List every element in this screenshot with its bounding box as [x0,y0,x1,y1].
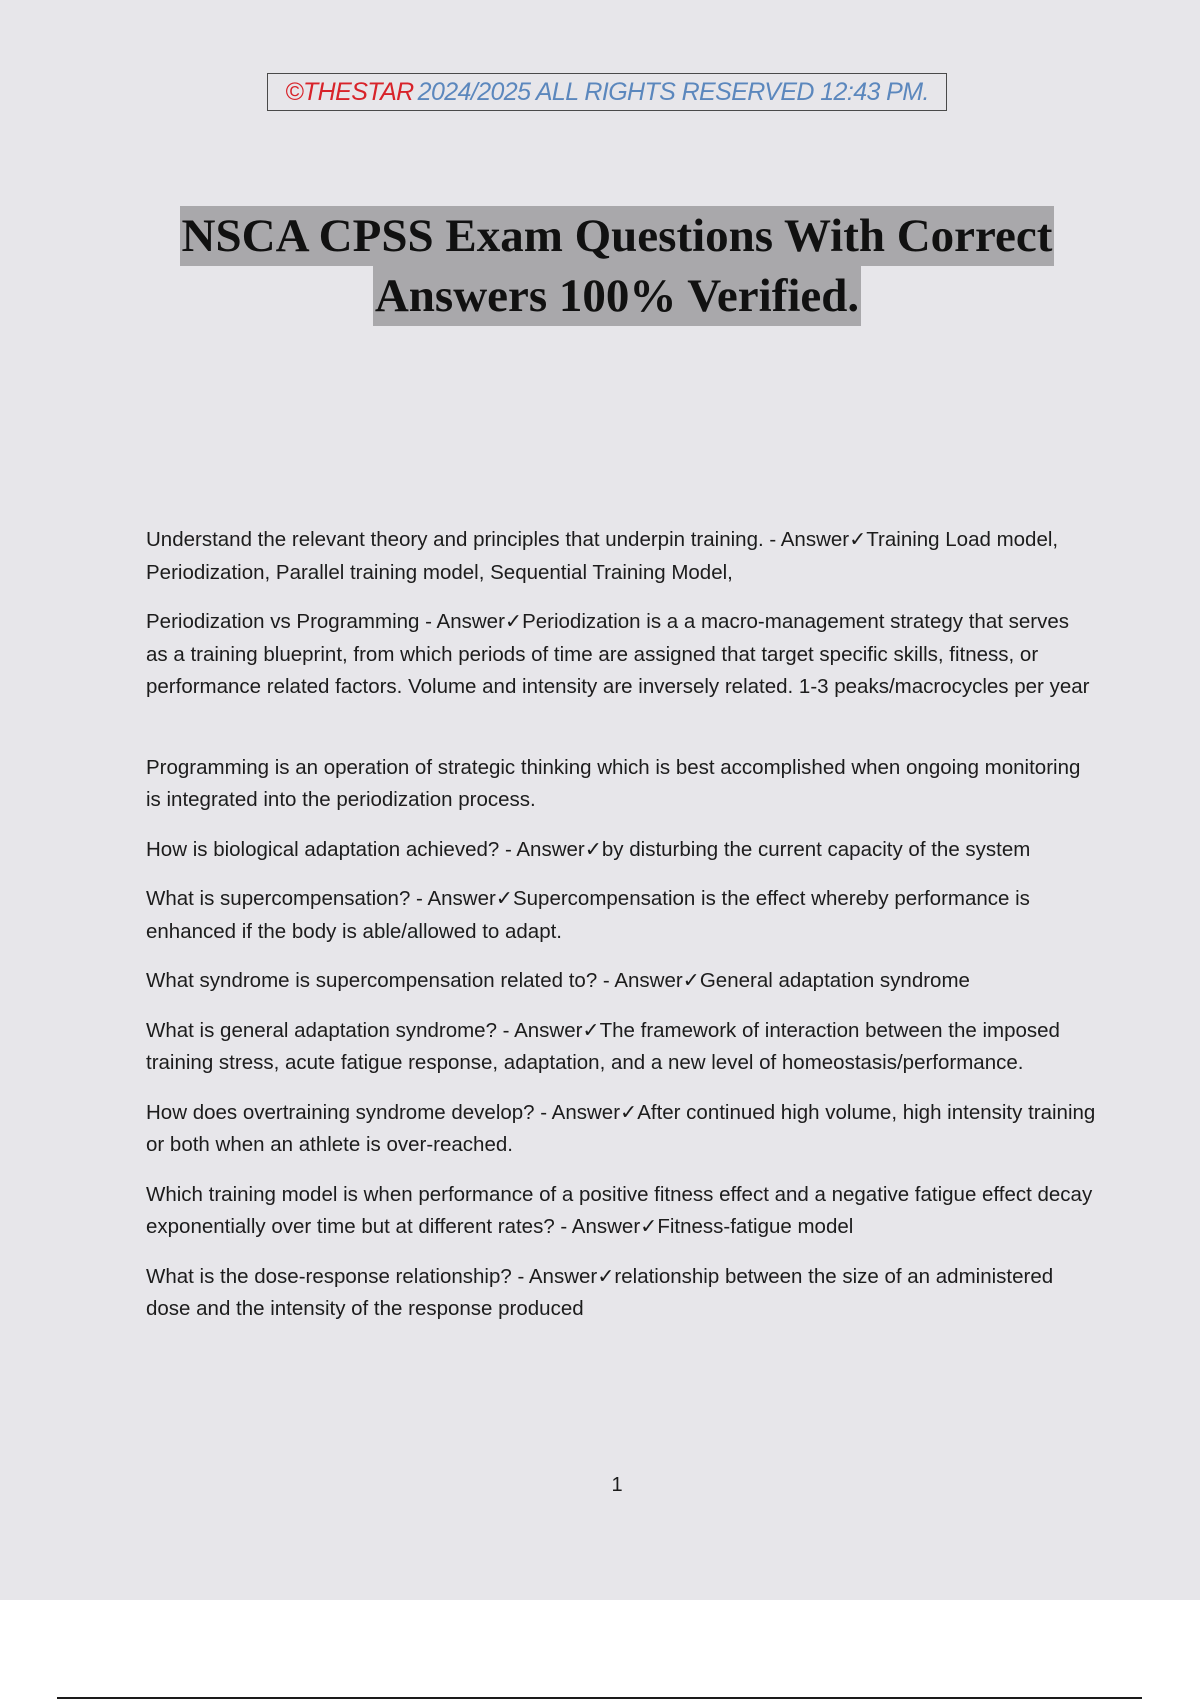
qa-paragraph: How is biological adaptation achieved? - Answer✓by disturbing the current capacity of the system [146,837,1031,861]
page-number: 1 [611,1474,623,1496]
title-line-1: NSCA CPSS Exam Questions With Correct [180,206,1055,266]
qa-paragraph: What is the dose-response relationship? - Answer✓relationship between the size of an administered dose and the intensity of the response produced [146,1264,1054,1320]
title-line-2: Answers 100% Verified. [373,266,861,326]
qa-paragraph: What syndrome is supercompensation related to? - Answer✓General adaptation syndrome [146,969,970,992]
page-title [0,206,1200,326]
qa-paragraph: Which training model is when performance of a positive fitness effect and a negative fatigue effect decay exponentially over time but at different rates? - Answer✓Fitness-fatigue model [146,1182,1093,1238]
qa-content [146,524,1096,1343]
banner-brand: ©THESTAR [285,77,414,106]
copyright-banner [267,73,947,111]
qa-paragraph: Programming is an operation of strategic thinking which is best accomplished when ongoing monitoring is integrated into the periodization process. [146,755,1081,811]
banner-text: 2024/2025 ALL RIGHTS RESERVED 12:43 PM. [417,77,929,106]
qa-paragraph: What is general adaptation syndrome? - Answer✓The framework of interaction between the imposed training stress, acute fatigue response, adaptation, and a new level of homeostasis/performance. [146,1018,1060,1074]
bottom-divider [57,1697,1142,1699]
qa-paragraph: What is supercompensation? - Answer✓Supercompensation is the effect whereby performance is enhanced if the body is able/allowed to adapt. [146,887,1030,943]
qa-paragraph: Periodization vs Programming - Answer✓Periodization is a a macro-management strategy that serves as a training blueprint, from which periods of time are assigned that target specific skills, fitness, or performance related factors. Volume and intensity are inversely related. 1-3 peaks/macrocycles per year [146,610,1090,698]
qa-paragraph: How does overtraining syndrome develop? - Answer✓After continued high volume, high intensity training or both when an athlete is over-reached. [146,1100,1096,1156]
qa-paragraph: Understand the relevant theory and principles that underpin training. - Answer✓Training Load model, Periodization, Parallel training model, Sequential Training Model, [146,528,1059,584]
